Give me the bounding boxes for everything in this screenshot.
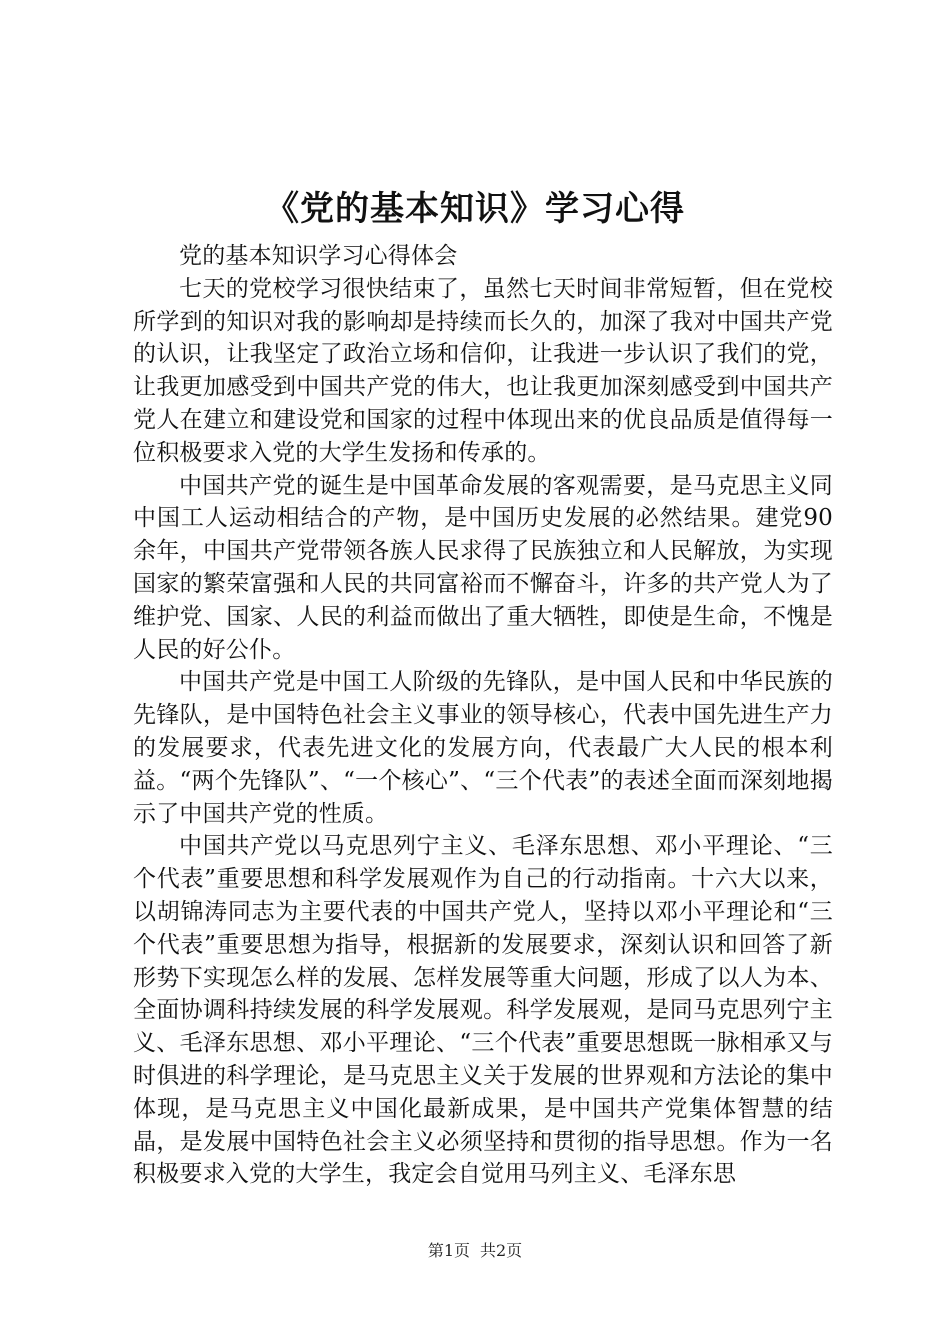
document-title: 《党的基本知识》学习心得 — [265, 189, 685, 229]
page-footer — [0, 1240, 950, 1262]
document-body — [133, 240, 833, 1191]
paragraph-subtitle: 党的基本知识学习心得体会 — [179, 243, 458, 269]
paragraph: 中国共产党以马克思列宁主义、毛泽东思想、邓小平理论、“三个代表”重要思想和科学发展观作为自己的行动指南。十六大以来，以胡锦涛同志为主要代表的中国共产党人，坚持以邓小平理论和“三个代表”重要思想为指导，根据新的发展要求，深刻认识和回答了新形势下实现怎么样的发展、怎样发展等重大问题，形成了以人为本、全面协调科持续发展的科学发展观。科学发展观，是同马克思列宁主义、毛泽东思想、邓小平理论、“三个代表”重要思想既一脉相承又与时俱进的科学理论，是马克思主义关于发展的世界观和方法论的集中体现，是马克思主义中国化最新成果，是中国共产党集体智慧的结晶，是发展中国特色社会主义必须坚持和贯彻的指导思想。作为一名积极要求入党的大学生，我定会自觉用马列主义、毛泽东思 — [133, 833, 833, 1188]
paragraph: 中国共产党是中国工人阶级的先锋队，是中国人民和中华民族的先锋队，是中国特色社会主义事业的领导核心，代表中国先进生产力的发展要求，代表先进文化的发展方向，代表最广大人民的根本利益。“两个先锋队”、“一个核心”、“三个代表”的表述全面而深刻地揭示了中国共产党的性质。 — [133, 669, 833, 827]
paragraph: 中国共产党的诞生是中国革命发展的客观需要，是马克思主义同中国工人运动相结合的产物，是中国历史发展的必然结果。建党90余年，中国共产党带领各族人民求得了民族独立和人民解放，为实现国家的繁荣富强和人民的共同富裕而不懈奋斗，许多的共产党人为了维护党、国家、人民的利益而做出了重大牺牲，即使是生命，不愧是人民的好公仆。 — [133, 472, 833, 663]
page-total: 共2页 — [480, 1241, 523, 1260]
paragraph: 七天的党校学习很快结束了，虽然七天时间非常短暂，但在党校所学到的知识对我的影响却是持续而长久的，加深了我对中国共产党的认识，让我坚定了政治立场和信仰，让我进一步认识了我们的党，让我更加感受到中国共产党的伟大，也让我更加深刻感受到中国共产党人在建立和建设党和国家的过程中体现出来的优良品质是值得每一位积极要求入党的大学生发扬和传承的。 — [133, 275, 833, 466]
page-number: 第1页 — [427, 1241, 470, 1260]
